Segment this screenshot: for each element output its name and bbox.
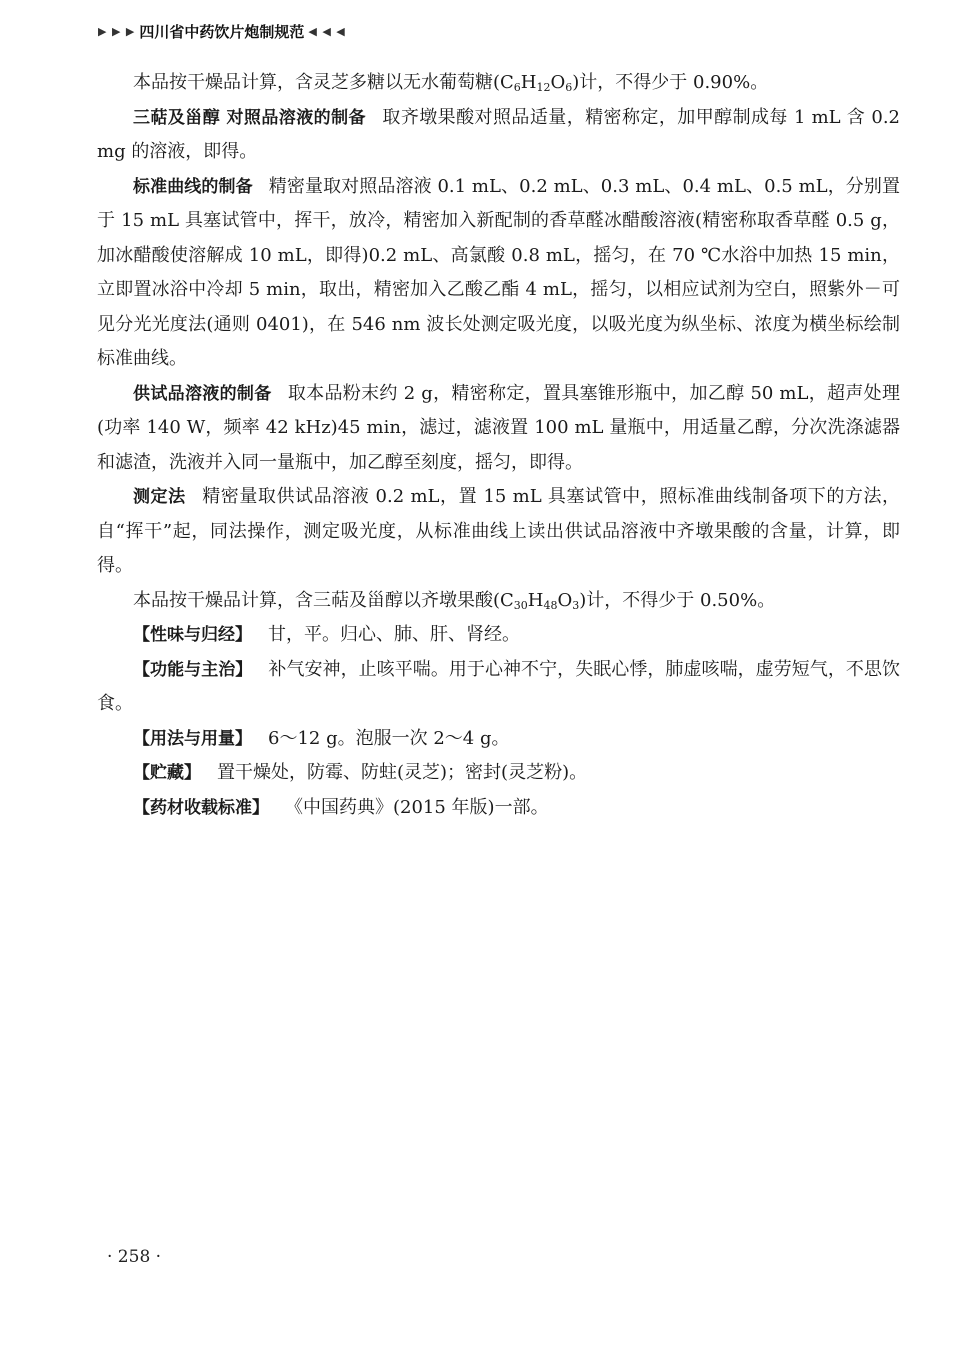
formula-element: H	[527, 589, 544, 611]
paragraph-text: 取齐墩果酸对照品适量，精密称定，加甲醇制成每 1 mL 含 0.2 mg 的溶液，即得。	[97, 106, 900, 162]
paragraph-text: 精密量取供试品溶液 0.2 mL，置 15 mL 具塞试管中，照标准曲线制备项下的方法，自“挥干”起，同法操作，测定吸光度，从标准曲线上读出供试品溶液中齐墩果酸的含量，计算，即得。	[97, 486, 901, 576]
formula-suffix: )计，不得少于 0.90%。	[572, 72, 769, 93]
storage-paragraph	[97, 756, 900, 791]
paragraph-text: 置干燥处，防霉、防蛀(灵芝)；密封(灵芝粉)。	[217, 762, 588, 783]
herb-standard-paragraph	[97, 791, 900, 826]
formula-prefix: 本品按干燥品计算，含三萜及甾醇以齐墩果酸(C	[133, 589, 514, 611]
functions-indications-paragraph	[97, 653, 900, 722]
formula-element: O	[550, 72, 566, 93]
paragraph-text: 精密量取对照品溶液 0.1 mL、0.2 mL、0.3 mL、0.4 mL、0.5 mL，分别置于 15 mL 具塞试管中，挥干，放冷，精密加入新配制的香草醛冰醋酸溶液(精密称取香草醛 0.5 g，加冰醋酸使溶解成 10 mL，即得)0.2 mL、高氯酸 0.8 mL，摇匀，在 70 ℃水浴中加热 15 min，立即置冰浴中冷却 5 min，取出，精密加入乙酸乙酯 4 mL，摇匀，以相应试剂为空白，照紫外－可见分光光度法(通则 0401)，在 546 nm 波长处测定吸光度，以吸光度为纵坐标、浓度为横坐标绘制标准曲线。	[97, 175, 900, 369]
subscript: 3	[572, 598, 580, 612]
header-title: 四川省中药饮片炮制规范	[139, 22, 305, 41]
test-solution-paragraph	[97, 377, 900, 481]
formula-prefix: 本品按干燥品计算，含灵芝多糖以无水葡萄糖(C	[133, 72, 514, 93]
standard-curve-paragraph	[97, 170, 900, 377]
section-heading: 供试品溶液的制备	[133, 383, 272, 404]
section-heading: 【药材收载标准】	[133, 797, 269, 818]
paragraph-text: 补气安神，止咳平喘。用于心神不宁，失眠心悸，肺虚咳喘，虚劳短气，不思饮食。	[97, 658, 901, 714]
subscript: 6	[565, 81, 573, 94]
section-heading: 测定法	[133, 487, 186, 507]
formula-element: H	[520, 72, 537, 93]
usage-dosage-paragraph	[97, 722, 900, 757]
formula-suffix: )计，不得少于 0.50%。	[579, 589, 776, 611]
polysaccharide-content-limit	[97, 66, 900, 101]
subscript: 48	[543, 598, 558, 612]
paragraph-text: 取本品粉末约 2 g，精密称定，置具塞锥形瓶中，加乙醇 50 mL，超声处理(功率 140 W，频率 42 kHz)45 min，滤过，滤液置 100 mL 量瓶中，用适量乙醇，分次洗涤滤器和滤渣，洗液并入同一量瓶中，加乙醇至刻度，摇匀，即得。	[97, 382, 900, 473]
subscript: 12	[536, 81, 551, 94]
assay-method-paragraph	[97, 480, 900, 584]
main-text	[97, 66, 900, 825]
section-heading: 【用法与用量】	[133, 728, 252, 749]
page-number: · 258 ·	[107, 1247, 162, 1267]
section-heading: 【功能与主治】	[133, 659, 253, 680]
paragraph-text: 《中国药典》(2015 年版)一部。	[285, 796, 549, 818]
section-heading: 【性味与归经】	[133, 625, 252, 645]
header-right-arrows: ◀ ◀ ◀	[308, 24, 346, 38]
triterpene-content-limit	[97, 584, 900, 619]
section-heading: 标准曲线的制备	[133, 176, 253, 197]
section-heading: 【贮藏】	[133, 763, 201, 783]
subscript: 30	[513, 598, 528, 612]
paragraph-text: 6～12 g。泡服一次 2～4 g。	[268, 727, 510, 749]
paragraph-text: 甘，平。归心、肺、肝、肾经。	[268, 624, 520, 645]
reference-solution-paragraph	[97, 101, 900, 170]
nature-meridian-paragraph	[97, 618, 900, 653]
running-header	[98, 18, 346, 44]
subscript: 6	[513, 81, 521, 94]
header-left-arrows: ▶ ▶ ▶	[98, 24, 136, 38]
section-heading: 三萜及甾醇 对照品溶液的制备	[133, 107, 366, 128]
formula-element: O	[557, 589, 573, 611]
